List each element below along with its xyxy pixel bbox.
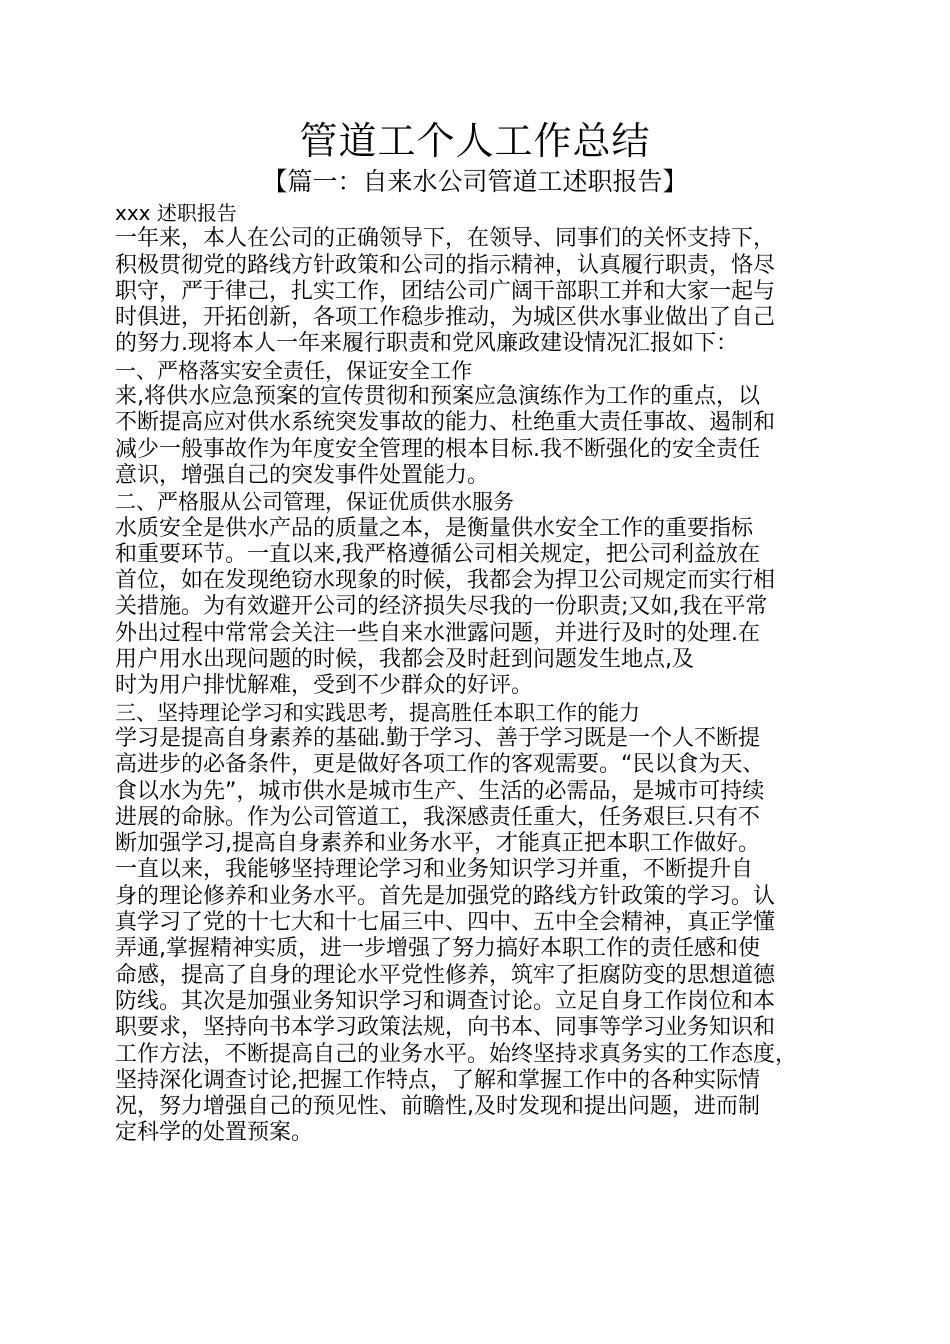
document-body [115, 200, 850, 1147]
paragraph-line: 命感，提高了自身的理论水平党性修养，筑牢了拒腐防变的思想道德 [115, 962, 776, 988]
paragraph-line: 食以水为先”，城市供水是城市生产、生活的必需品，是城市可持续 [115, 778, 765, 804]
paragraph-line: 首位，如在发现绝窃水现象的时候，我都会为捍卫公司规定而实行相 [115, 568, 776, 594]
paragraph-line: 用户用水出现问题的时候，我都会及时赶到问题发生地点,及 [115, 647, 694, 673]
paragraph-line: 职要求，坚持向书本学习政策法规，向书本、同事等学习业务知识和 [115, 1015, 776, 1041]
paragraph-line: 学习是提高自身素养的基础.勤于学习、善于学习既是一个人不断提 [115, 725, 760, 751]
paragraph-line: 高进步的必备条件，更是做好各项工作的客观需要。“民以食为天、 [115, 752, 765, 778]
paragraph-line: 积极贯彻党的路线方针政策和公司的指示精神，认真履行职责，恪尽 [115, 252, 776, 278]
paragraph-line: 身的理论修养和业务水平。首先是加强党的路线方针政策的学习。认 [115, 883, 776, 909]
paragraph-line: 外出过程中常常会关注一些自来水泄露问题，并进行及时的处理.在 [115, 620, 760, 646]
report-label: xxx 述职报告 [115, 201, 237, 225]
paragraph-line: 来,将供水应急预案的宣传贯彻和预案应急演练作为工作的重点，以 [115, 384, 760, 410]
paragraph-line: 意识，增强自己的突发事件处置能力。 [115, 462, 490, 488]
paragraph-line: 关措施。为有效避开公司的经济损失尽我的一份职责;又如,我在平常 [115, 594, 768, 620]
paragraph-line: 职守，严于律己，扎实工作，团结公司广阔干部职工并和大家一起与 [115, 278, 776, 304]
section-heading-1: 一、严格落实安全责任，保证安全工作 [115, 358, 472, 383]
section-heading-2: 二、严格服从公司管理，保证优质供水服务 [115, 490, 514, 515]
document-title: 管道工个人工作总结 [299, 119, 651, 163]
paragraph-line: 不断提高应对供水系统突发事故的能力、杜绝重大责任事故、遏制和 [115, 410, 776, 436]
paragraph-line: 时俱进，开拓创新，各项工作稳步推动，为城区供水事业做出了自己 [115, 305, 776, 331]
paragraph-line: 断加强学习,提高自身素养和业务水平，才能真正把本职工作做好。 [115, 831, 760, 857]
paragraph-line: 况，努力增强自己的预见性、前瞻性,及时发现和提出问题，进而制 [115, 1094, 760, 1120]
paragraph-line: 弄通,掌握精神实质，进一步增强了努力搞好本职工作的责任感和使 [115, 936, 760, 962]
section-heading-3: 三、坚持理论学习和实践思考，提高胜任本职工作的能力 [115, 700, 640, 725]
paragraph-line: 时为用户排忧解难，受到不少群众的好评。 [115, 673, 534, 699]
paragraph-line: 和重要环节。一直以来,我严格遵循公司相关规定，把公司利益放在 [115, 541, 760, 567]
paragraph-line: 一直以来，我能够坚持理论学习和业务知识学习并重，不断提升自 [115, 857, 754, 883]
paragraph-line: 真学习了党的十七大和十七届三中、四中、五中全会精神，真正学懂 [115, 910, 776, 936]
paragraph-line: 坚持深化调查讨论,把握工作特点，了解和掌握工作中的各种实际情 [115, 1067, 760, 1093]
paragraph-line: 一年来，本人在公司的正确领导下，在领导、同事们的关怀支持下， [115, 226, 776, 252]
paragraph-line: 定科学的处置预案。 [115, 1120, 314, 1146]
paragraph-line: 工作方法，不断提高自己的业务水平。始终坚持求真务实的工作态度， [115, 1041, 798, 1067]
paragraph-line: 水质安全是供水产品的质量之本，是衡量供水安全工作的重要指标 [115, 515, 754, 541]
paragraph-line: 进展的命脉。作为公司管道工，我深感责任重大，任务艰巨.只有不 [115, 804, 760, 830]
document-subtitle: 【篇一：自来水公司管道工述职报告】 [262, 167, 688, 196]
paragraph-line: 的努力.现将本人一年来履行职责和党风廉政建设情况汇报如下： [115, 331, 738, 357]
paragraph-line: 减少一般事故作为年度安全管理的根本目标.我不断强化的安全责任 [115, 436, 760, 462]
paragraph-line: 防线。其次是加强业务知识学习和调查讨论。立足自身工作岗位和本 [115, 988, 776, 1014]
